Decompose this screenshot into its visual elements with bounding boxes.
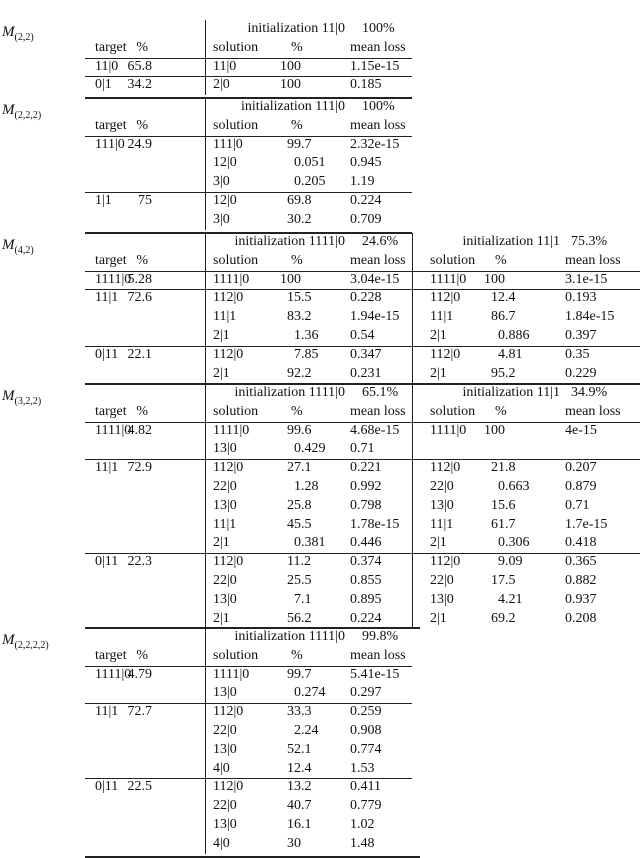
mean-loss-value: 0.228 [350,290,382,306]
table-row [0,610,640,629]
solution-percent: 30 [287,835,301,851]
target-percent: 22.1 [127,346,152,362]
target-value: 11|1 [95,290,119,306]
solution-header: solution [430,403,476,419]
init-label: initialization 1111|0 [234,385,345,400]
table-row [0,684,640,703]
mean-loss-value: 0.397 [565,327,597,343]
model-name: M [2,102,15,118]
table-row [0,327,640,346]
init-label: initialization 1111|0 [234,629,345,644]
table-row [0,154,640,173]
solution-value: 4|0 [213,760,230,776]
solution-percent: 7.85 [294,346,319,362]
target-percent: 75 [138,192,152,208]
mean-loss-value: 0.945 [350,155,382,171]
column-divider [205,628,206,854]
solution-percent: 92.2 [287,365,312,381]
mean-loss-value: 0.882 [565,572,597,588]
column-header-row [0,39,640,58]
table-row [0,760,640,779]
init-percent: 34.9% [571,385,608,400]
solution-value: 11|1 [213,516,237,532]
solution-percent: 16.1 [287,816,312,832]
solution-percent: 12.4 [491,290,516,306]
solution-percent: 4.21 [498,591,523,607]
mean-loss-value: 0.374 [350,554,382,570]
solution-percent: 11.2 [287,554,311,570]
init-percent: 75.3% [571,234,608,249]
mean-loss-value: 0.207 [565,460,597,476]
table-row [0,497,640,516]
solution-percent: 33.3 [287,704,312,720]
table-row [0,703,640,722]
target-pct-header: % [136,117,148,133]
mean-loss-value: 0.208 [565,610,597,626]
table-row [0,440,640,459]
target-percent: 4.79 [127,666,152,682]
target-value: 1111|0 [95,666,132,682]
solution-percent: 95.2 [491,365,516,381]
table-row [0,58,640,77]
target-pct-header: % [136,39,148,55]
mean-loss-value: 0.411 [350,779,381,795]
solution-header: solution [213,252,259,268]
table-row [0,478,640,497]
mean-loss-value: 0.895 [350,591,382,607]
solution-percent: 0.429 [294,441,326,457]
table-row [0,741,640,760]
mean-loss-value: 3.04e-15 [350,271,400,287]
mean-loss-value: 0.193 [565,290,597,306]
solution-percent: 4.81 [498,346,523,362]
model-section [0,233,640,383]
solution-value: 112|0 [213,290,244,306]
solution-pct-header: % [495,252,507,268]
mean-loss-value: 1.78e-15 [350,516,400,532]
solution-pct-header: % [495,403,507,419]
solution-percent: 1.28 [294,478,319,494]
target-percent: 72.9 [127,460,152,476]
init-label: initialization 1111|0 [234,234,345,249]
model-section [0,20,640,95]
solution-value: 11|1 [430,516,454,532]
table-bottom-rule [85,856,420,858]
solution-percent: 2.24 [294,722,319,738]
solution-value: 112|0 [213,346,244,362]
mean-loss-value: 1.19 [350,174,375,190]
target-header: target [95,117,127,133]
table-row [0,835,640,854]
target-pct-header: % [136,252,148,268]
target-pct-header: % [136,403,148,419]
target-header: target [95,39,127,55]
target-value: 111|0 [95,136,125,152]
mean-loss-value: 0.224 [350,610,382,626]
target-value: 11|1 [95,460,119,476]
model-subscript: (4,2) [14,245,34,256]
solution-pct-header: % [291,403,303,419]
init-label: initialization 111|0 [240,99,345,114]
solution-value: 13|0 [430,591,454,607]
solution-value: 13|0 [213,441,237,457]
init-percent: 65.1% [362,385,399,400]
solution-value: 13|0 [213,741,237,757]
solution-header: solution [213,647,259,663]
table-row [0,722,640,741]
table-row [0,553,640,572]
column-divider [205,233,206,383]
target-value: 1|1 [95,192,112,208]
table-row [0,271,640,290]
mean-loss-value: 0.446 [350,535,382,551]
solution-percent: 52.1 [287,741,312,757]
mean-loss-value: 0.185 [350,77,382,93]
table-row [0,289,640,308]
solution-value: 4|0 [213,835,230,851]
solution-percent: 99.6 [287,422,312,438]
column-header-row [0,117,640,136]
column-divider [205,20,206,95]
solution-percent: 69.2 [491,610,516,626]
table-row [0,591,640,610]
init-label: initialization 11|1 [462,385,560,400]
table-row [0,459,640,478]
init-divider [412,384,413,628]
solution-value: 2|0 [213,77,230,93]
table-row [0,136,640,155]
table-row [0,76,640,95]
mean-loss-value: 1.7e-15 [565,516,608,532]
solution-percent: 17.5 [491,572,516,588]
table-row [0,778,640,797]
solution-value: 11|0 [213,58,237,74]
solution-percent: 100 [280,271,301,287]
table-row [0,211,640,230]
init-label: initialization 11|1 [462,234,560,249]
mean-loss-header: mean loss [350,117,406,133]
solution-percent: 30.2 [287,211,312,227]
solution-percent: 0.306 [498,535,530,551]
model-name: M [2,632,15,648]
init-divider [412,233,413,383]
mean-loss-value: 0.365 [565,554,597,570]
mean-loss-value: 0.224 [350,192,382,208]
solution-pct-header: % [291,39,303,55]
mean-loss-value: 0.297 [350,685,382,701]
solution-percent: 99.7 [287,136,312,152]
mean-loss-value: 0.798 [350,497,382,513]
init-header-row [0,384,640,403]
solution-percent: 0.886 [498,327,530,343]
target-pct-header: % [136,647,148,663]
mean-loss-value: 0.229 [565,365,597,381]
solution-percent: 1.36 [294,327,319,343]
mean-loss-header: mean loss [350,403,406,419]
solution-value: 112|0 [213,460,244,476]
column-header-row [0,252,640,271]
table-row [0,308,640,327]
solution-value: 2|1 [430,327,447,343]
solution-value: 111|0 [213,136,243,152]
mean-loss-header: mean loss [565,403,621,419]
table-row [0,422,640,441]
mean-loss-value: 0.71 [350,441,375,457]
target-percent: 4.82 [127,422,152,438]
solution-value: 2|1 [213,535,230,551]
solution-value: 22|0 [213,722,237,738]
mean-loss-value: 0.879 [565,478,597,494]
solution-percent: 0.274 [294,685,326,701]
solution-percent: 100 [484,271,505,287]
mean-loss-header: mean loss [565,252,621,268]
target-value: 11|1 [95,704,119,720]
mean-loss-value: 1.94e-15 [350,309,400,325]
solution-value: 112|0 [430,346,461,362]
mean-loss-value: 0.779 [350,798,382,814]
solution-percent: 0.663 [498,478,530,494]
mean-loss-value: 0.992 [350,478,382,494]
solution-value: 2|1 [213,327,230,343]
init-header-row [0,20,640,39]
model-name: M [2,388,15,404]
table-row [0,797,640,816]
mean-loss-value: 0.71 [565,497,590,513]
solution-percent: 0.381 [294,535,326,551]
target-header: target [95,403,127,419]
solution-value: 1111|0 [213,666,250,682]
table-row [0,572,640,591]
solution-value: 1111|0 [430,271,467,287]
solution-value: 112|0 [430,554,461,570]
mean-loss-value: 2.32e-15 [350,136,400,152]
solution-value: 1111|0 [213,271,250,287]
solution-value: 112|0 [213,554,244,570]
target-value: 1111|0 [95,422,132,438]
solution-percent: 40.7 [287,798,312,814]
model-name: M [2,24,15,40]
solution-value: 13|0 [213,816,237,832]
solution-pct-header: % [291,252,303,268]
mean-loss-value: 1.53 [350,760,375,776]
solution-header: solution [213,117,259,133]
solution-percent: 69.8 [287,192,312,208]
solution-pct-header: % [291,117,303,133]
solution-value: 2|1 [430,610,447,626]
solution-value: 112|0 [430,460,461,476]
model-section [0,384,640,628]
solution-value: 11|1 [430,309,454,325]
solution-percent: 45.5 [287,516,312,532]
solution-value: 22|0 [213,798,237,814]
init-percent: 24.6% [362,234,399,249]
solution-percent: 100 [280,77,301,93]
mean-loss-value: 1.15e-15 [350,58,400,74]
mean-loss-value: 0.259 [350,704,382,720]
table-row [0,666,640,685]
solution-value: 22|0 [213,478,237,494]
mean-loss-value: 5.41e-15 [350,666,400,682]
target-percent: 22.5 [127,779,152,795]
column-divider [205,98,206,230]
solution-percent: 27.1 [287,460,312,476]
target-percent: 65.8 [127,58,152,74]
solution-percent: 7.1 [294,591,312,607]
solution-percent: 15.6 [491,497,516,513]
mean-loss-header: mean loss [350,252,406,268]
model-subscript: (2,2,2) [14,110,42,121]
mean-loss-value: 0.221 [350,460,382,476]
table-row [0,192,640,211]
target-percent: 24.9 [127,136,152,152]
mean-loss-value: 3.1e-15 [565,271,608,287]
target-value: 0|11 [95,779,119,795]
target-value: 0|11 [95,554,119,570]
model-name: M [2,237,15,253]
solution-value: 22|0 [213,572,237,588]
solution-pct-header: % [291,647,303,663]
model-subscript: (2,2) [14,32,34,43]
mean-loss-value: 0.35 [565,346,590,362]
mean-loss-value: 4e-15 [565,422,597,438]
solution-value: 1111|0 [430,422,467,438]
solution-header: solution [213,39,259,55]
solution-value: 2|1 [213,610,230,626]
init-header-row [0,98,640,117]
solution-percent: 100 [280,58,301,74]
solution-percent: 99.7 [287,666,312,682]
table-row [0,365,640,384]
target-value: 11|0 [95,58,119,74]
model-section [0,98,640,230]
init-percent: 100% [362,21,395,36]
mean-loss-value: 1.02 [350,816,375,832]
mean-loss-value: 0.855 [350,572,382,588]
solution-value: 112|0 [430,290,461,306]
solution-value: 2|1 [430,365,447,381]
solution-percent: 61.7 [491,516,516,532]
target-header: target [95,647,127,663]
solution-value: 1111|0 [213,422,250,438]
solution-value: 13|0 [213,591,237,607]
table-row [0,816,640,835]
model-subscript: (3,2,2) [14,396,42,407]
mean-loss-header: mean loss [350,39,406,55]
solution-value: 112|0 [213,704,244,720]
column-header-row [0,403,640,422]
solution-value: 3|0 [213,174,230,190]
solution-value: 13|0 [213,497,237,513]
mean-loss-value: 0.54 [350,327,375,343]
solution-percent: 15.5 [287,290,312,306]
model-section [0,628,640,854]
target-header: target [95,252,127,268]
mean-loss-value: 0.231 [350,365,382,381]
solution-value: 11|1 [213,309,237,325]
solution-percent: 9.09 [498,554,523,570]
init-percent: 100% [362,99,395,114]
table-row [0,346,640,365]
init-label: initialization 11|0 [247,21,345,36]
solution-value: 22|0 [430,572,454,588]
target-percent: 72.7 [127,704,152,720]
solution-percent: 56.2 [287,610,312,626]
table-row [0,516,640,535]
solution-value: 13|0 [213,685,237,701]
solution-value: 2|1 [430,535,447,551]
solution-value: 3|0 [213,211,230,227]
solution-value: 112|0 [213,779,244,795]
solution-percent: 0.051 [294,155,326,171]
target-percent: 22.3 [127,554,152,570]
solution-percent: 13.2 [287,779,312,795]
target-value: 1111|0 [95,271,132,287]
mean-loss-value: 0.709 [350,211,382,227]
init-percent: 99.8% [362,629,399,644]
solution-value: 2|1 [213,365,230,381]
mean-loss-value: 0.908 [350,722,382,738]
init-header-row [0,233,640,252]
solution-percent: 21.8 [491,460,516,476]
solution-value: 22|0 [430,478,454,494]
solution-header: solution [430,252,476,268]
solution-value: 13|0 [430,497,454,513]
solution-percent: 25.8 [287,497,312,513]
solution-percent: 100 [484,422,505,438]
mean-loss-header: mean loss [350,647,406,663]
target-percent: 72.6 [127,290,152,306]
table-row [0,173,640,192]
solution-percent: 0.205 [294,174,326,190]
solution-percent: 86.7 [491,309,516,325]
solution-percent: 25.5 [287,572,312,588]
solution-percent: 83.2 [287,309,312,325]
mean-loss-value: 1.84e-15 [565,309,615,325]
column-divider [205,384,206,628]
mean-loss-value: 0.347 [350,346,382,362]
mean-loss-value: 0.774 [350,741,382,757]
mean-loss-value: 4.68e-15 [350,422,400,438]
mean-loss-value: 0.937 [565,591,597,607]
solution-value: 12|0 [213,192,237,208]
table-row [0,534,640,553]
target-value: 0|11 [95,346,119,362]
target-value: 0|1 [95,77,112,93]
solution-header: solution [213,403,259,419]
column-header-row [0,647,640,666]
target-percent: 34.2 [127,77,152,93]
target-percent: 5.28 [127,271,152,287]
solution-percent: 12.4 [287,760,312,776]
init-header-row [0,628,640,647]
model-subscript: (2,2,2,2) [14,640,49,651]
solution-value: 12|0 [213,155,237,171]
mean-loss-value: 0.418 [565,535,597,551]
mean-loss-value: 1.48 [350,835,375,851]
